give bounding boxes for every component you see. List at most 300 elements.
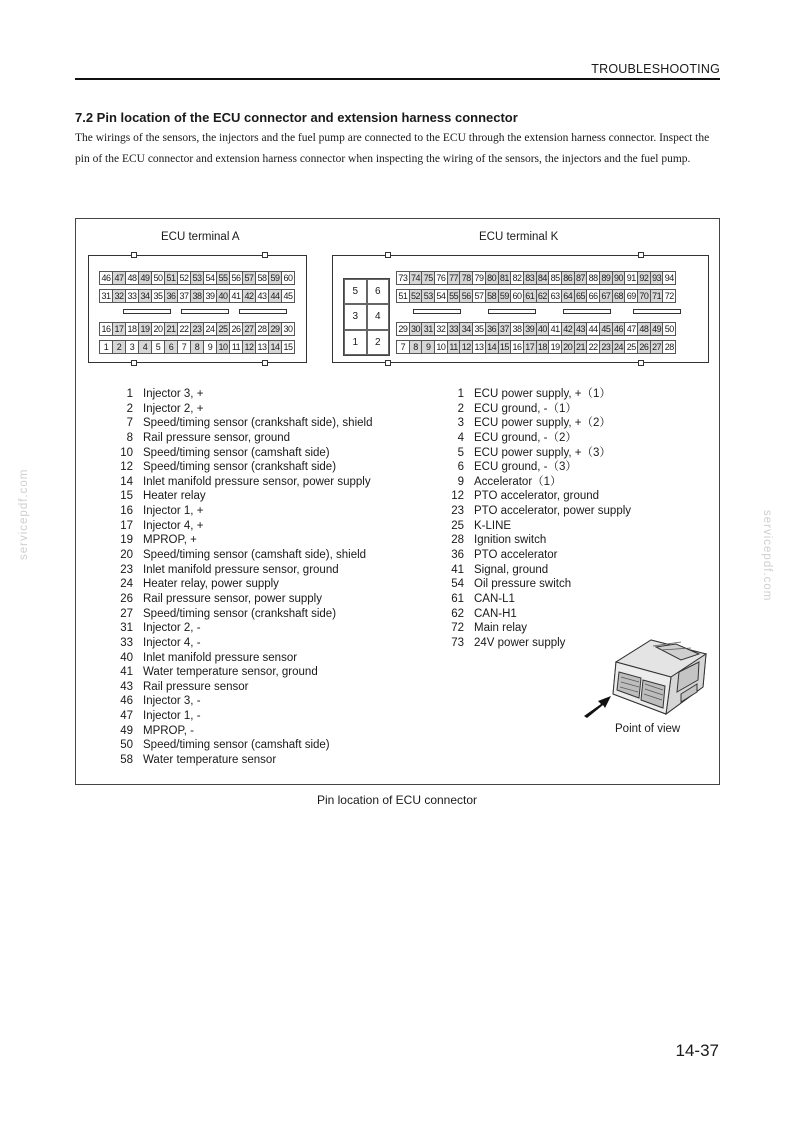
ecu-unit-illustration — [581, 632, 711, 722]
connector-pin: 47 — [624, 322, 638, 336]
connector-pin: 15 — [498, 340, 512, 354]
pin-list-item — [437, 446, 631, 461]
pin-description: Speed/timing sensor (camshaft side) — [143, 739, 330, 752]
pin-description: ECU power supply, +（1） — [474, 388, 611, 400]
connector-pin: 20 — [151, 322, 165, 336]
pin-list-item — [106, 446, 372, 461]
pin-list-item — [106, 416, 372, 431]
pin-number: 10 — [120, 446, 133, 459]
pin-description: K-LINE — [474, 519, 512, 532]
pin-list-item — [106, 651, 372, 666]
pin-list-item — [106, 577, 372, 592]
connector-pin: 75 — [421, 271, 435, 285]
connector-pin: 27 — [650, 340, 664, 354]
pin-number: 73 — [451, 636, 464, 649]
pin-list-item — [106, 387, 372, 402]
connector-pin: 56 — [459, 289, 473, 303]
pin-list-item — [106, 533, 372, 548]
connector-pin: 57 — [242, 271, 256, 285]
connector-pin: 69 — [624, 289, 638, 303]
connector-pin: 8 — [190, 340, 204, 354]
connector-pin: 11 — [229, 340, 243, 354]
connector-pin: 21 — [164, 322, 178, 336]
connector-pin: 48 — [125, 271, 139, 285]
pin-number: 2 — [457, 402, 464, 415]
connector-pin: 23 — [599, 340, 613, 354]
connector-pin: 54 — [434, 289, 448, 303]
connector-pin: 10 — [216, 340, 230, 354]
pin-number: 5 — [457, 446, 464, 459]
connector-pin: 38 — [190, 289, 204, 303]
connector-pin: 46 — [99, 271, 113, 285]
pin-list-item — [106, 694, 372, 709]
connector-key-slot — [181, 309, 229, 314]
pin-description: ECU ground, -（3） — [474, 461, 577, 474]
connector-pin: 53 — [190, 271, 204, 285]
connector-pin: 35 — [472, 322, 486, 336]
pin-number: 50 — [120, 739, 133, 752]
pin-number: 3 — [457, 417, 464, 430]
connector-pin: 33 — [447, 322, 461, 336]
connector-pin: 31 — [99, 289, 113, 303]
connector-pin: 16 — [99, 322, 113, 336]
pin-description: ECU power supply, +（3） — [474, 446, 611, 459]
pin-description: Speed/timing sensor (crankshaft side) — [143, 607, 337, 620]
connector-pin: 16 — [510, 340, 524, 354]
connector-pin: 84 — [536, 271, 550, 285]
connector-pin: 18 — [536, 340, 550, 354]
intro-paragraph: The wirings of the sensors, the injectors and the fuel pump are connected to the ECU through the extension harness connector. Inspect the pin of the ECU connector and extension harness connector when inspecting the wiring of the sensors, the injectors and the fuel pump. — [75, 132, 710, 165]
pin-description: Heater relay, power supply — [143, 578, 279, 591]
connector-pin: 60 — [510, 289, 524, 303]
connector-pin: 78 — [459, 271, 473, 285]
connector-pin: 91 — [624, 271, 638, 285]
connector-pin: 36 — [164, 289, 178, 303]
pin-number: 16 — [120, 505, 133, 518]
connector-pin: 38 — [510, 322, 524, 336]
terminal-k-label: ECU terminal K — [479, 231, 559, 243]
connector-pin: 89 — [599, 271, 613, 285]
connector-pin: 51 — [164, 271, 178, 285]
pin-cell: 4 — [367, 304, 390, 329]
connector-pin: 14 — [268, 340, 282, 354]
connector-pin: 65 — [574, 289, 588, 303]
connector-pin: 31 — [421, 322, 435, 336]
terminal-k-row-4 — [396, 340, 675, 354]
connector-pin: 13 — [472, 340, 486, 354]
pin-description: ECU ground, -（1） — [474, 402, 577, 415]
connector-pin: 50 — [662, 322, 676, 336]
terminal-k-connector — [332, 255, 709, 363]
connector-pin: 15 — [281, 340, 295, 354]
pin-description: Oil pressure switch — [474, 578, 572, 591]
pin-description: Speed/timing sensor (crankshaft side), shield — [143, 417, 373, 430]
connector-pin: 25 — [624, 340, 638, 354]
connector-key-slot — [633, 309, 681, 314]
connector-pin: 57 — [472, 289, 486, 303]
connector-pin: 42 — [561, 322, 575, 336]
connector-pin: 90 — [612, 271, 626, 285]
pin-number: 27 — [120, 607, 133, 620]
pin-list-item — [106, 724, 372, 739]
connector-pin: 36 — [485, 322, 499, 336]
figure-caption: Pin location of ECU connector — [316, 793, 478, 807]
connector-pin: 34 — [459, 322, 473, 336]
pin-description: Injector 2, - — [143, 622, 201, 635]
pin-list-item — [437, 533, 631, 548]
connector-pin: 27 — [242, 322, 256, 336]
terminal-k-row-2 — [396, 289, 675, 303]
connector-pin: 49 — [650, 322, 664, 336]
connector-pin: 18 — [125, 322, 139, 336]
connector-pin: 3 — [125, 340, 139, 354]
connector-pin: 54 — [203, 271, 217, 285]
connector-pin: 4 — [138, 340, 152, 354]
pin-number: 23 — [451, 505, 464, 518]
connector-pin: 23 — [190, 322, 204, 336]
connector-pin: 24 — [203, 322, 217, 336]
pin-list-item — [106, 636, 372, 651]
connector-key-slot — [123, 309, 171, 314]
pin-description: Ignition switch — [474, 534, 547, 547]
pin-list-item — [106, 460, 372, 475]
connector-pin: 50 — [151, 271, 165, 285]
pin-list-item — [106, 665, 372, 680]
pin-number: 47 — [120, 710, 133, 723]
pin-description: 24V power supply — [474, 636, 566, 649]
pin-description: Injector 1, + — [143, 505, 204, 518]
connector-pin: 21 — [574, 340, 588, 354]
connector-pin: 9 — [203, 340, 217, 354]
pin-number: 6 — [457, 461, 464, 474]
terminal-a-connector — [88, 255, 307, 363]
connector-pin: 22 — [177, 322, 191, 336]
connector-pin: 12 — [459, 340, 473, 354]
pin-description: ECU ground, -（2） — [474, 431, 577, 444]
connector-pin: 40 — [216, 289, 230, 303]
section-title: 7.2 Pin location of the ECU connector and extension harness connector — [75, 110, 518, 125]
connector-pin: 52 — [409, 289, 423, 303]
connector-pin: 66 — [586, 289, 600, 303]
pin-number: 20 — [120, 549, 133, 562]
watermark: servicepdf.com — [18, 468, 30, 560]
pin-description: Rail pressure sensor — [143, 680, 249, 693]
connector-latch — [385, 252, 391, 258]
pin-list-item — [437, 607, 631, 622]
connector-pin: 19 — [138, 322, 152, 336]
connector-pin: 1 — [99, 340, 113, 354]
connector-pin: 2 — [112, 340, 126, 354]
pin-list-item — [106, 607, 372, 622]
connector-pin: 7 — [396, 340, 410, 354]
connector-pin: 30 — [281, 322, 295, 336]
pin-description: Water temperature sensor — [143, 754, 277, 767]
pin-description: CAN-L1 — [474, 592, 515, 605]
pin-description: Injector 4, + — [143, 519, 204, 532]
pin-description: ECU power supply, +（2） — [474, 417, 611, 430]
connector-pin: 59 — [498, 289, 512, 303]
connector-pin: 43 — [255, 289, 269, 303]
pin-description: PTO accelerator, ground — [474, 490, 600, 503]
connector-latch — [131, 360, 137, 366]
connector-pin: 59 — [268, 271, 282, 285]
connector-pin: 73 — [396, 271, 410, 285]
connector-pin: 44 — [268, 289, 282, 303]
header-title: TROUBLESHOOTING — [591, 62, 720, 76]
connector-pin: 12 — [242, 340, 256, 354]
pin-list-item — [437, 504, 631, 519]
connector-pin: 56 — [229, 271, 243, 285]
pin-list-item — [106, 431, 372, 446]
connector-pin: 70 — [637, 289, 651, 303]
connector-pin: 10 — [434, 340, 448, 354]
connector-pin: 46 — [612, 322, 626, 336]
connector-pin: 62 — [536, 289, 550, 303]
connector-pin: 17 — [523, 340, 537, 354]
connector-latch — [638, 360, 644, 366]
pin-description: Injector 3, + — [143, 388, 204, 400]
pin-description: Speed/timing sensor (camshaft side), shield — [143, 549, 367, 562]
page-number: 14-37 — [675, 1041, 719, 1060]
pin-number: 9 — [457, 475, 464, 488]
pin-description: Inlet manifold pressure sensor — [143, 651, 298, 664]
pin-number: 58 — [120, 754, 133, 767]
pin-number: 43 — [120, 680, 133, 693]
connector-pin: 20 — [561, 340, 575, 354]
pin-number: 46 — [120, 695, 133, 708]
connector-pin: 13 — [255, 340, 269, 354]
connector-pin: 34 — [138, 289, 152, 303]
connector-pin: 58 — [485, 289, 499, 303]
pin-list-item — [106, 548, 372, 563]
connector-key-slot — [563, 309, 611, 314]
connector-pin: 41 — [548, 322, 562, 336]
pin-cell: 3 — [344, 304, 367, 329]
pin-cell: 1 — [344, 330, 367, 355]
power-pin-block — [343, 278, 390, 356]
pin-number: 41 — [120, 666, 133, 679]
terminal-a-label: ECU terminal A — [161, 231, 240, 243]
pin-description: Water temperature sensor, ground — [143, 666, 318, 679]
connector-pin: 61 — [523, 289, 537, 303]
connector-pin: 67 — [599, 289, 613, 303]
pin-number: 2 — [126, 402, 133, 415]
connector-pin: 58 — [255, 271, 269, 285]
connector-pin: 25 — [216, 322, 230, 336]
pin-list-item — [106, 709, 372, 724]
pin-description: MPROP, + — [143, 534, 197, 547]
connector-pin: 79 — [472, 271, 486, 285]
connector-pin: 22 — [586, 340, 600, 354]
pin-number: 7 — [126, 417, 133, 430]
pin-number: 41 — [451, 563, 464, 576]
page-header — [75, 58, 720, 80]
pin-description: Injector 4, - — [143, 636, 201, 649]
pin-description: Speed/timing sensor (camshaft side) — [143, 446, 330, 459]
pin-number: 8 — [126, 431, 133, 444]
terminal-a-row-4 — [99, 340, 294, 354]
ecu-connector-figure — [75, 218, 720, 785]
pin-number: 28 — [451, 534, 464, 547]
pin-number: 25 — [451, 519, 464, 532]
pin-number: 72 — [451, 622, 464, 635]
connector-pin: 37 — [177, 289, 191, 303]
pin-number: 23 — [120, 563, 133, 576]
connector-pin: 40 — [536, 322, 550, 336]
connector-pin: 26 — [637, 340, 651, 354]
pin-list-item — [437, 592, 631, 607]
terminal-k-pin-list — [437, 387, 631, 651]
terminal-a-row-3 — [99, 322, 294, 336]
connector-latch — [385, 360, 391, 366]
pin-number: 15 — [120, 490, 133, 503]
pin-number: 24 — [120, 578, 133, 591]
connector-pin: 72 — [662, 289, 676, 303]
pin-list-item — [437, 489, 631, 504]
connector-pin: 28 — [255, 322, 269, 336]
watermark: servicepdf.com — [761, 510, 773, 602]
connector-pin: 45 — [599, 322, 613, 336]
connector-pin: 19 — [548, 340, 562, 354]
pin-list-item — [437, 548, 631, 563]
connector-pin: 74 — [409, 271, 423, 285]
pin-description: Inlet manifold pressure sensor, power supply — [143, 475, 371, 488]
connector-pin: 32 — [112, 289, 126, 303]
connector-latch — [262, 252, 268, 258]
connector-pin: 77 — [447, 271, 461, 285]
pin-list-item — [437, 431, 631, 446]
connector-pin: 71 — [650, 289, 664, 303]
connector-pin: 41 — [229, 289, 243, 303]
pin-list-item — [106, 680, 372, 695]
pin-list-item — [106, 402, 372, 417]
pin-number: 31 — [120, 622, 133, 635]
pin-number: 1 — [457, 388, 464, 400]
connector-pin: 80 — [485, 271, 499, 285]
pin-list-item — [106, 504, 372, 519]
connector-pin: 9 — [421, 340, 435, 354]
connector-pin: 14 — [485, 340, 499, 354]
connector-pin: 29 — [268, 322, 282, 336]
pin-number: 1 — [126, 388, 133, 400]
pin-description: Accelerator（1） — [474, 475, 562, 488]
point-of-view-label: Point of view — [615, 723, 681, 735]
connector-pin: 44 — [586, 322, 600, 336]
pin-number: 49 — [120, 724, 133, 737]
pin-list-item — [106, 592, 372, 607]
pin-cell: 5 — [344, 279, 367, 304]
connector-pin: 42 — [242, 289, 256, 303]
pin-list-item — [437, 387, 631, 402]
terminal-a-row-2 — [99, 289, 294, 303]
pin-description: MPROP, - — [143, 724, 194, 737]
connector-pin: 55 — [216, 271, 230, 285]
pin-list-item — [437, 577, 631, 592]
connector-pin: 64 — [561, 289, 575, 303]
pin-list-item — [437, 402, 631, 417]
connector-pin: 68 — [612, 289, 626, 303]
connector-pin: 51 — [396, 289, 410, 303]
connector-latch — [262, 360, 268, 366]
connector-pin: 49 — [138, 271, 152, 285]
pin-description: Injector 1, - — [143, 710, 201, 723]
pin-number: 19 — [120, 534, 133, 547]
pin-number: 40 — [120, 651, 133, 664]
connector-pin: 60 — [281, 271, 295, 285]
pin-list-item — [437, 519, 631, 534]
connector-pin: 93 — [650, 271, 664, 285]
pin-list-item — [106, 563, 372, 578]
connector-pin: 32 — [434, 322, 448, 336]
pin-number: 4 — [457, 431, 464, 444]
pin-list-item — [437, 416, 631, 431]
pin-description: Injector 2, + — [143, 402, 204, 415]
connector-pin: 83 — [523, 271, 537, 285]
connector-pin: 94 — [662, 271, 676, 285]
pin-number: 33 — [120, 636, 133, 649]
pin-description: PTO accelerator — [474, 549, 558, 562]
terminal-k-row-3 — [396, 322, 675, 336]
pin-number: 12 — [120, 461, 133, 474]
pin-description: Rail pressure sensor, ground — [143, 431, 291, 444]
connector-pin: 26 — [229, 322, 243, 336]
pin-list-item — [106, 519, 372, 534]
connector-pin: 63 — [548, 289, 562, 303]
connector-latch — [131, 252, 137, 258]
connector-pin: 81 — [498, 271, 512, 285]
pin-description: Speed/timing sensor (crankshaft side) — [143, 461, 337, 474]
pin-number: 26 — [120, 592, 133, 605]
connector-pin: 92 — [637, 271, 651, 285]
connector-pin: 52 — [177, 271, 191, 285]
pin-description: CAN-H1 — [474, 607, 517, 620]
connector-pin: 47 — [112, 271, 126, 285]
pin-number: 14 — [120, 475, 133, 488]
connector-pin: 37 — [498, 322, 512, 336]
pin-number: 54 — [451, 578, 464, 591]
pin-list-item — [437, 460, 631, 475]
pin-list-item — [437, 475, 631, 490]
connector-pin: 39 — [523, 322, 537, 336]
pin-list-item — [106, 621, 372, 636]
connector-pin: 33 — [125, 289, 139, 303]
connector-pin: 53 — [421, 289, 435, 303]
connector-pin: 8 — [409, 340, 423, 354]
connector-pin: 29 — [396, 322, 410, 336]
pin-description: Heater relay — [143, 490, 206, 503]
connector-pin: 82 — [510, 271, 524, 285]
pin-cell: 6 — [367, 279, 390, 304]
connector-pin: 5 — [151, 340, 165, 354]
connector-pin: 24 — [612, 340, 626, 354]
connector-pin: 87 — [574, 271, 588, 285]
connector-pin: 7 — [177, 340, 191, 354]
connector-pin: 30 — [409, 322, 423, 336]
connector-pin: 28 — [662, 340, 676, 354]
pin-number: 61 — [451, 592, 464, 605]
pin-list-item — [106, 475, 372, 490]
pin-number: 17 — [120, 519, 133, 532]
pin-list-item — [437, 563, 631, 578]
pin-description: PTO accelerator, power supply — [474, 505, 632, 518]
pin-list-item — [106, 738, 372, 753]
pin-description: Inlet manifold pressure sensor, ground — [143, 563, 339, 576]
pin-number: 36 — [451, 549, 464, 562]
connector-pin: 86 — [561, 271, 575, 285]
terminal-a-pin-list — [106, 387, 372, 768]
connector-pin: 45 — [281, 289, 295, 303]
connector-pin: 11 — [447, 340, 461, 354]
